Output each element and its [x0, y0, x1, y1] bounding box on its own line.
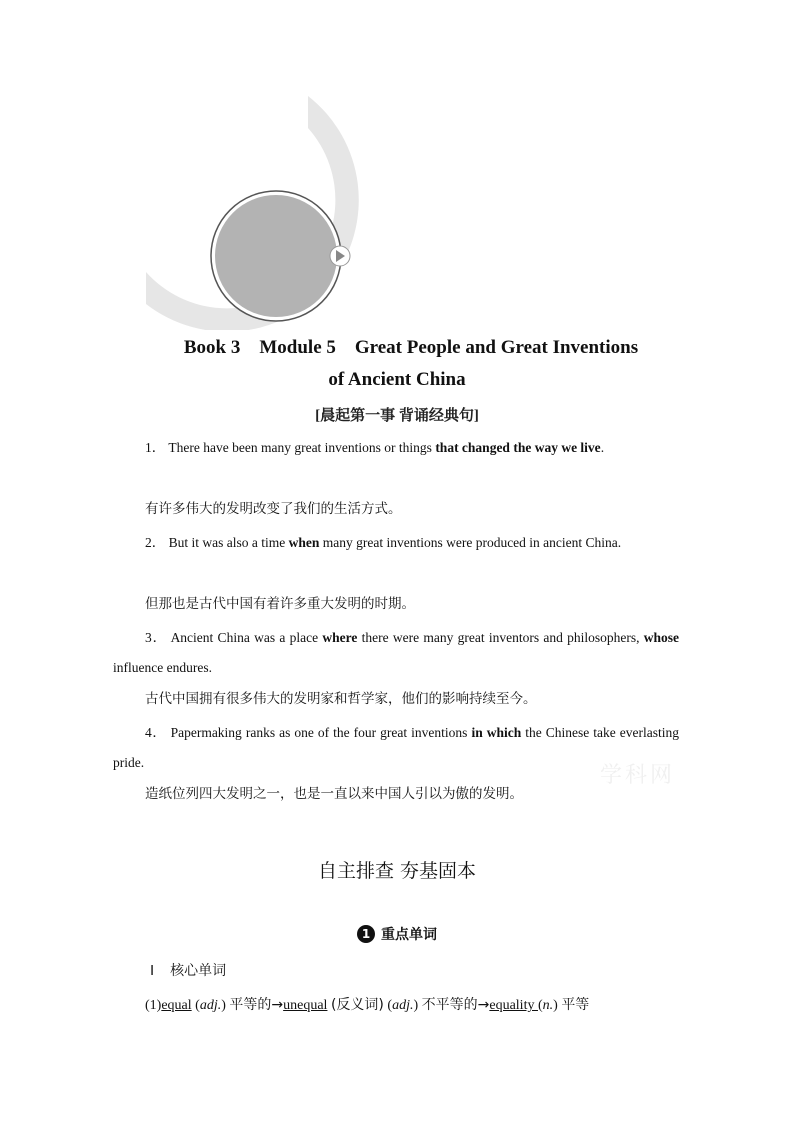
vocab-word-equality: equality [489, 998, 538, 1013]
sentence-4-text: Papermaking ranks as one of the four great inventions [170, 725, 472, 740]
sentence-4-end: the Chinese take everlasting pride. [113, 725, 680, 770]
sentence-1-num: 1． [145, 440, 166, 455]
sentence-2-cn: 但那也是古代中国有着许多重大发明的时期。 [145, 596, 415, 612]
sentence-4-cn: 造纸位列四大发明之一，也是一直以来中国人引以为傲的发明。 [145, 786, 523, 802]
decorative-circle-graphic [140, 90, 390, 330]
vocab-pos-2: adj. [392, 998, 414, 1013]
sentence-2-text: But it was also a time [168, 535, 289, 550]
vocab-line-1: (1)equal (adj.) 平等的→unequal (反义词) (adj.) 不平等的→equality (n.) 平等 [145, 997, 590, 1013]
sentence-3-text: Ancient China was a place [170, 630, 323, 645]
sentence-3-en [113, 623, 679, 683]
number-badge: 1 [357, 925, 375, 943]
vocab-meaning-3: 平等 [561, 997, 590, 1013]
part-heading [150, 960, 226, 980]
vocab-note: (反义词) [330, 997, 384, 1013]
sentence-3-num: 3． [145, 630, 168, 645]
vocab-word-unequal: unequal [283, 998, 328, 1013]
sentence-2-num: 2． [145, 535, 166, 550]
banner-heading: [晨起第一事 背诵经典句] [315, 408, 479, 424]
sentence-4-en [113, 718, 679, 778]
vocab-meaning-1: 平等的→ [229, 997, 284, 1013]
sentence-1-key: that changed the way we live [435, 440, 601, 455]
part-label: 核心单词 [170, 963, 227, 979]
sentence-1-en [113, 433, 679, 463]
watermark: 学科网 [600, 763, 676, 788]
sentence-2-end: many great inventions were produced in ancient China. [319, 535, 622, 550]
vocab-word-equal: equal [161, 998, 192, 1013]
vocab-pos-1: adj. [199, 998, 222, 1013]
sentence-3-key-1: where [322, 630, 358, 645]
title-line-1: Book 3 Module 5 Great People and Great Inventions [183, 337, 639, 358]
section-title: 自主排查 夯基固本 [317, 860, 477, 882]
sentence-3-end: influence endures. [113, 660, 212, 675]
subsection-label: 重点单词 [381, 927, 437, 943]
vocab-index: (1) [145, 998, 162, 1013]
title-line-2: of Ancient China [328, 369, 466, 390]
sentence-4-num: 4． [145, 725, 167, 740]
sentence-2-key: when [288, 535, 320, 550]
inner-disc [215, 195, 337, 317]
sentence-1-end: . [600, 440, 605, 455]
subsection-heading [0, 924, 794, 944]
sentence-4-key: in which [471, 725, 522, 740]
sentence-2-en [113, 528, 679, 558]
sentence-1-text: There have been many great inventions or things [168, 440, 436, 455]
sentence-3-mid: there were many great inventors and philosophers, [357, 630, 644, 645]
vocab-meaning-2: 不平等的→ [421, 997, 490, 1013]
sentence-1-cn: 有许多伟大的发明改变了我们的生活方式。 [145, 501, 402, 517]
part-numeral: Ⅰ [150, 964, 155, 979]
sentence-3-key-2: whose [643, 630, 679, 645]
vocab-pos-3: n. [542, 998, 554, 1013]
sentence-3-cn: 古代中国拥有很多伟大的发明家和哲学家，他们的影响持续至今。 [145, 691, 537, 707]
